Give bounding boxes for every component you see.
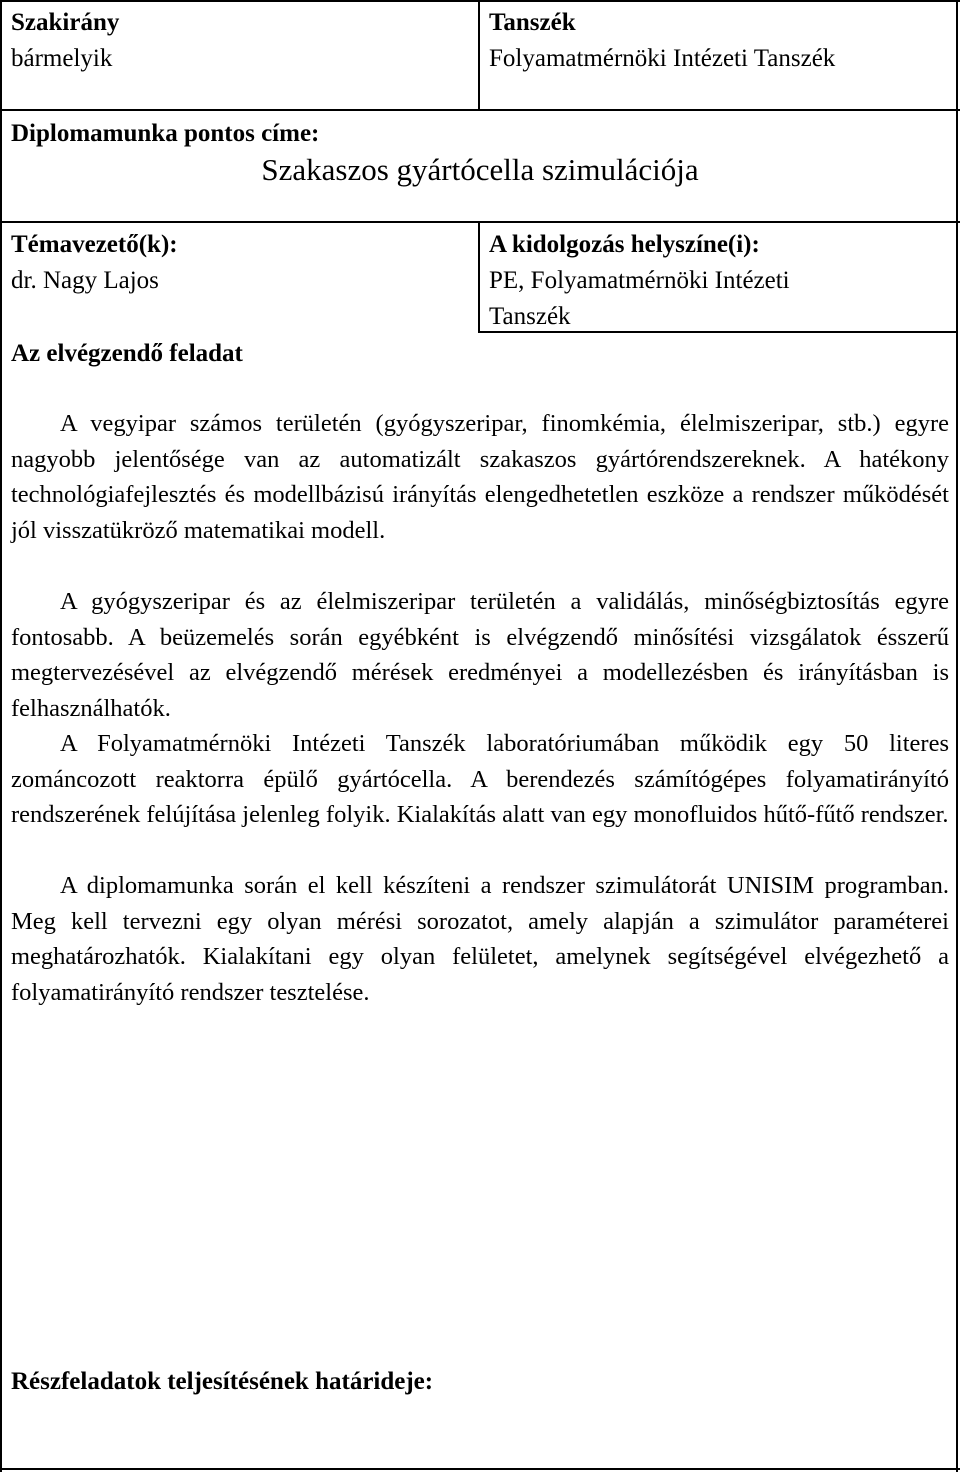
supervisor-label: Témavezető(k): bbox=[11, 231, 178, 258]
task-label: Az elvégzendő feladat bbox=[11, 340, 243, 367]
title-row-divider bbox=[0, 221, 960, 223]
border-bottom bbox=[0, 1468, 960, 1470]
task-paragraph-2: A gyógyszeripar és az élelmiszeripar területén a validálás, minőségbiztosítás egyre fontosabb. A beüzemelés során egyébként is elvégzendő minősítési vizsgálatok ésszerű megtervezésével az elvégzendő mérések eredményei a modellezésben és irányításban is felhasználhatók. bbox=[11, 588, 949, 722]
specialization-label: Szakirány bbox=[11, 9, 120, 36]
supervisor-column-divider bbox=[478, 222, 480, 332]
task-paragraph-4: A diplomamunka során el kell készíteni a rendszer szimulátorát UNISIM programban. Meg kell tervezni egy olyan mérési sorozatot, amely alapján a szimulátor paraméterei meghatározhatók. Kialakítani egy olyan felületet, amelynek segítségével elvégezhető a folyamatirányító rendszer tesztelése. bbox=[11, 872, 949, 1006]
location-value-line2: Tanszék bbox=[489, 303, 571, 330]
thesis-title: Szakaszos gyártócella szimulációja bbox=[261, 152, 699, 187]
border-top bbox=[0, 0, 960, 2]
department-value: Folyamatmérnöki Intézeti Tanszék bbox=[489, 45, 836, 72]
header-row-divider bbox=[0, 109, 960, 111]
supervisor-name: dr. Nagy Lajos bbox=[11, 267, 159, 294]
thesis-title-label: Diplomamunka pontos címe: bbox=[11, 120, 320, 147]
location-label: A kidolgozás helyszíne(i): bbox=[489, 231, 760, 258]
location-value-line1: PE, Folyamatmérnöki Intézeti bbox=[489, 267, 790, 294]
specialization-value: bármelyik bbox=[11, 45, 113, 72]
header-column-divider bbox=[478, 0, 480, 110]
task-paragraph-3: A Folyamatmérnöki Intézeti Tanszék laboratóriumában működik egy 50 literes zománcozott reaktorra épülő gyártócella. A berendezés számítógépes folyamatirányító rendszerének felújítása jelenleg folyik. Kialakítás alatt van egy monofluidos hűtő-fűtő rendszer. bbox=[11, 730, 949, 828]
department-label: Tanszék bbox=[489, 9, 576, 36]
task-paragraph-1: A vegyipar számos területén (gyógyszeripar, finomkémia, élelmiszeripar, stb.) egyre nagyobb jelentősége van az automatizált szakaszos gyártórendszereknek. A hatékony technológiafejlesztés és modellbázisú irányítás elengedhetetlen eszköze a rendszer működését jól visszatükröző matematikai modell. bbox=[11, 410, 949, 544]
deadline-label: Részfeladatok teljesítésének határideje: bbox=[11, 1368, 434, 1395]
